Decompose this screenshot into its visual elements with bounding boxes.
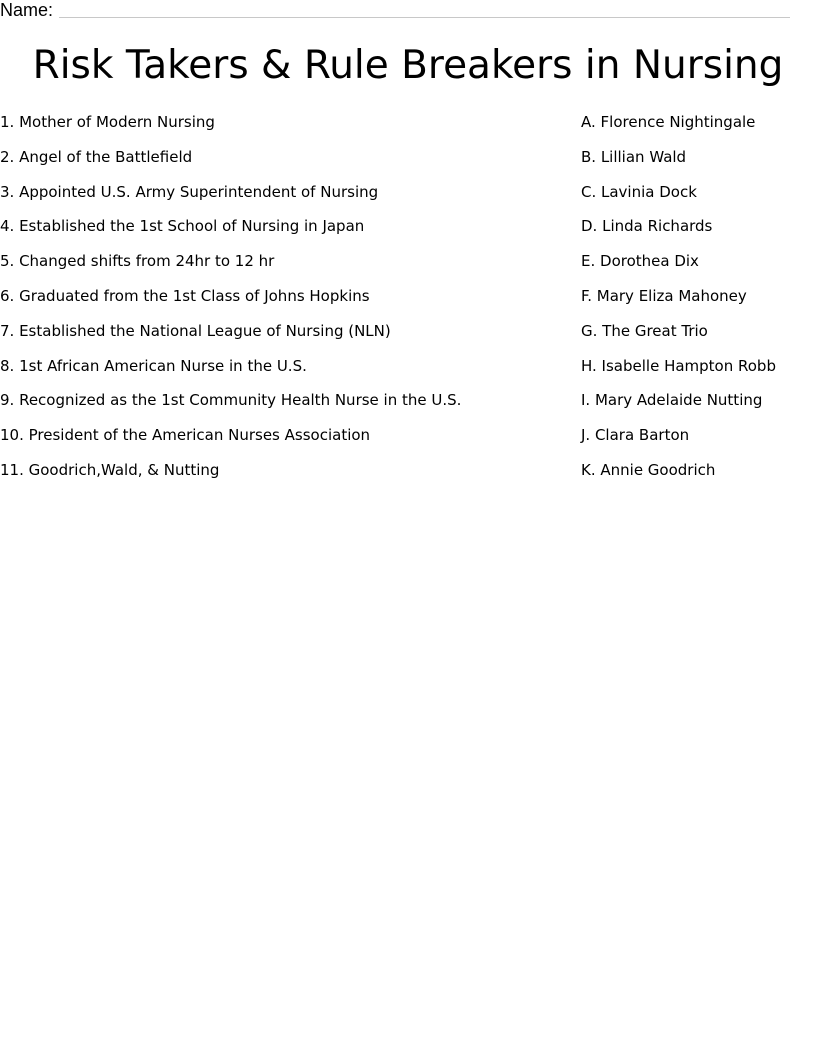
clue-item: 3. Appointed U.S. Army Superintendent of Nursing: [0, 182, 379, 201]
clue-item: 5. Changed shifts from 24hr to 12 hr: [0, 252, 275, 271]
answer-list: [581, 112, 811, 495]
answer-item: G. The Great Trio: [581, 321, 708, 340]
name-label: Name:: [0, 0, 54, 20]
answer-item: J. Clara Barton: [581, 426, 690, 445]
clue-item: 6. Graduated from the 1st Class of Johns Hopkins: [0, 286, 370, 305]
clue-item: 11. Goodrich,Wald, & Nutting: [0, 460, 220, 479]
answer-item: F. Mary Eliza Mahoney: [581, 286, 747, 305]
clue-item: 10. President of the American Nurses Association: [0, 426, 371, 445]
clue-item: 9. Recognized as the 1st Community Health Nurse in the U.S.: [0, 391, 462, 410]
answer-item: C. Lavinia Dock: [581, 182, 697, 201]
name-blank-line[interactable]: [59, 17, 790, 18]
answer-item: E. Dorothea Dix: [581, 252, 699, 271]
clue-item: 7. Established the National League of Nursing (NLN): [0, 321, 391, 340]
name-row: [0, 0, 790, 20]
answer-item: A. Florence Nightingale: [581, 113, 756, 131]
clue-list: [0, 112, 560, 495]
answer-item: I. Mary Adelaide Nutting: [581, 391, 763, 410]
clue-item: 2. Angel of the Battlefield: [0, 147, 193, 166]
answer-item: D. Linda Richards: [581, 217, 713, 236]
clue-item: 8. 1st African American Nurse in the U.S.: [0, 356, 307, 375]
worksheet-title: Risk Takers & Rule Breakers in Nursing: [32, 43, 784, 88]
answer-item: K. Annie Goodrich: [581, 460, 716, 479]
clue-item: 1. Mother of Modern Nursing: [0, 113, 215, 131]
answer-item: H. Isabelle Hampton Robb: [581, 356, 776, 375]
clue-item: 4. Established the 1st School of Nursing in Japan: [0, 217, 365, 236]
answer-item: B. Lillian Wald: [581, 147, 687, 166]
